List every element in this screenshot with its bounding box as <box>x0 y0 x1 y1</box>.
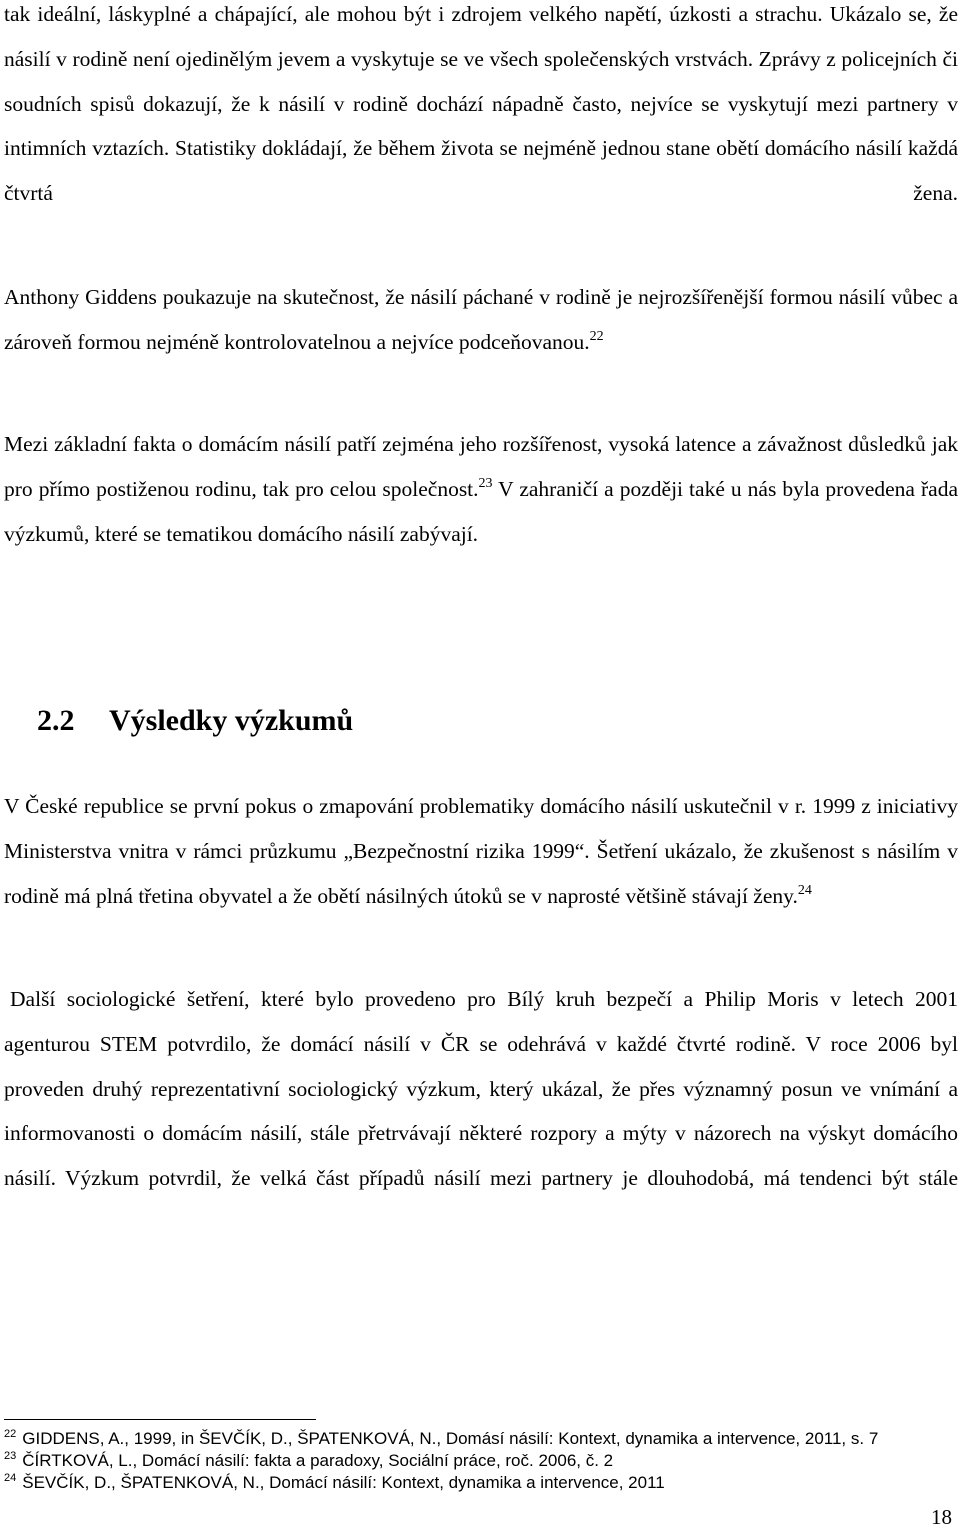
paragraph-basic-facts-text-b: V zahraničí a později také u nás byla provedena řada výzkumů, které se tematikou domácího násilí zabývají. <box>4 476 958 546</box>
section-heading <box>37 704 353 738</box>
paragraph-czech-republic <box>4 784 958 918</box>
footnote-24 <box>4 1472 904 1494</box>
footnote-ref-22[interactable]: 22 <box>589 328 604 344</box>
paragraph-giddens <box>4 275 958 365</box>
section-title: Výsledky výzkumů <box>109 704 354 737</box>
footnote-23 <box>4 1450 904 1472</box>
page-number: 18 <box>931 1505 952 1529</box>
footnote-text: ČÍRTKOVÁ, L., Domácí násilí: fakta a paradoxy, Sociální práce, roč. 2006, č. 2 <box>22 1451 614 1470</box>
footnote-number: 22 <box>4 1428 17 1440</box>
footnote-22 <box>4 1428 904 1450</box>
footnote-number: 24 <box>4 1472 17 1484</box>
footnote-text: GIDDENS, A., 1999, in ŠEVČÍK, D., ŠPATENKOVÁ, N., Domásí násilí: Kontext, dynamika a intervence, 2011, s. 7 <box>22 1429 879 1448</box>
footnote-number: 23 <box>4 1450 17 1462</box>
footnote-text: ŠEVČÍK, D., ŠPATENKOVÁ, N., Domácí násilí: Kontext, dynamika a intervence, 2011 <box>22 1473 665 1492</box>
section-number: 2.2 <box>37 704 75 737</box>
footnote-ref-24[interactable]: 24 <box>797 882 812 898</box>
paragraph-basic-facts-text-a: Mezi základní fakta o domácím násilí patří zejména jeho rozšířenost, vysoká latence a závažnost důsledků jak pro přímo postiženou rodinu, tak pro celou společnost. <box>4 432 958 501</box>
paragraph-intro <box>4 0 958 216</box>
paragraph-further-research <box>4 977 958 1201</box>
paragraph-giddens-text: Anthony Giddens poukazuje na skutečnost, že násilí páchané v rodině je nejrozšířenější formou násilí vůbec a zároveň formou nejméně kontrolovatelnou a nejvíce podceňovanou. <box>4 285 958 354</box>
footnote-ref-23[interactable]: 23 <box>478 475 493 491</box>
paragraph-czech-republic-text: V České republice se první pokus o zmapování problematiky domácího násilí uskutečnil v r. 1999 z iniciativy Ministerstva vnitra v rámci průzkumu „Bezpečnostní rizika 1999“. Šetření ukázalo, že zkušenost s násilím v rodině má plná třetina obyvatel a že obětí násilných útoků se v naprosté většině stávají ženy. <box>4 794 958 908</box>
paragraph-further-research-text: Další sociologické šetření, které bylo provedeno pro Bílý kruh bezpečí a Philip Moris v letech 2001 agenturou STEM potvrdilo, že domácí násilí v ČR se odehrává v každé čtvrté rodině. V roce 2006 byl proveden druhý reprezentativní sociologický výzkum, který ukázal, že přes významný posun ve vnímání a informovanosti o domácím násilí, stále přetrvávají některé rozpory a mýty v názorech na výskyt domácího násilí. Výzkum potvrdil, že velká část případů násilí mezi partnery je dlouhodobá, má tendenci být stále <box>4 987 958 1191</box>
footnote-separator <box>4 1419 316 1420</box>
footnotes <box>4 1428 904 1494</box>
paragraph-intro-text: tak ideální, láskyplné a chápající, ale mohou být i zdrojem velkého napětí, úzkosti a strachu. Ukázalo se, že násilí v rodině není ojedinělým jevem a vyskytuje se ve všech společenských vrstvách. Zprávy z policejních či soudních spisů dokazují, že k násilí v rodině dochází nápadně často, nejvíce se vyskytují mezi partnery v intimních vztazích. Statistiky dokládají, že během života se nejméně jednou stane obětí domácího násilí každá čtvrtá žena. <box>4 2 958 206</box>
paragraph-basic-facts <box>4 422 958 556</box>
